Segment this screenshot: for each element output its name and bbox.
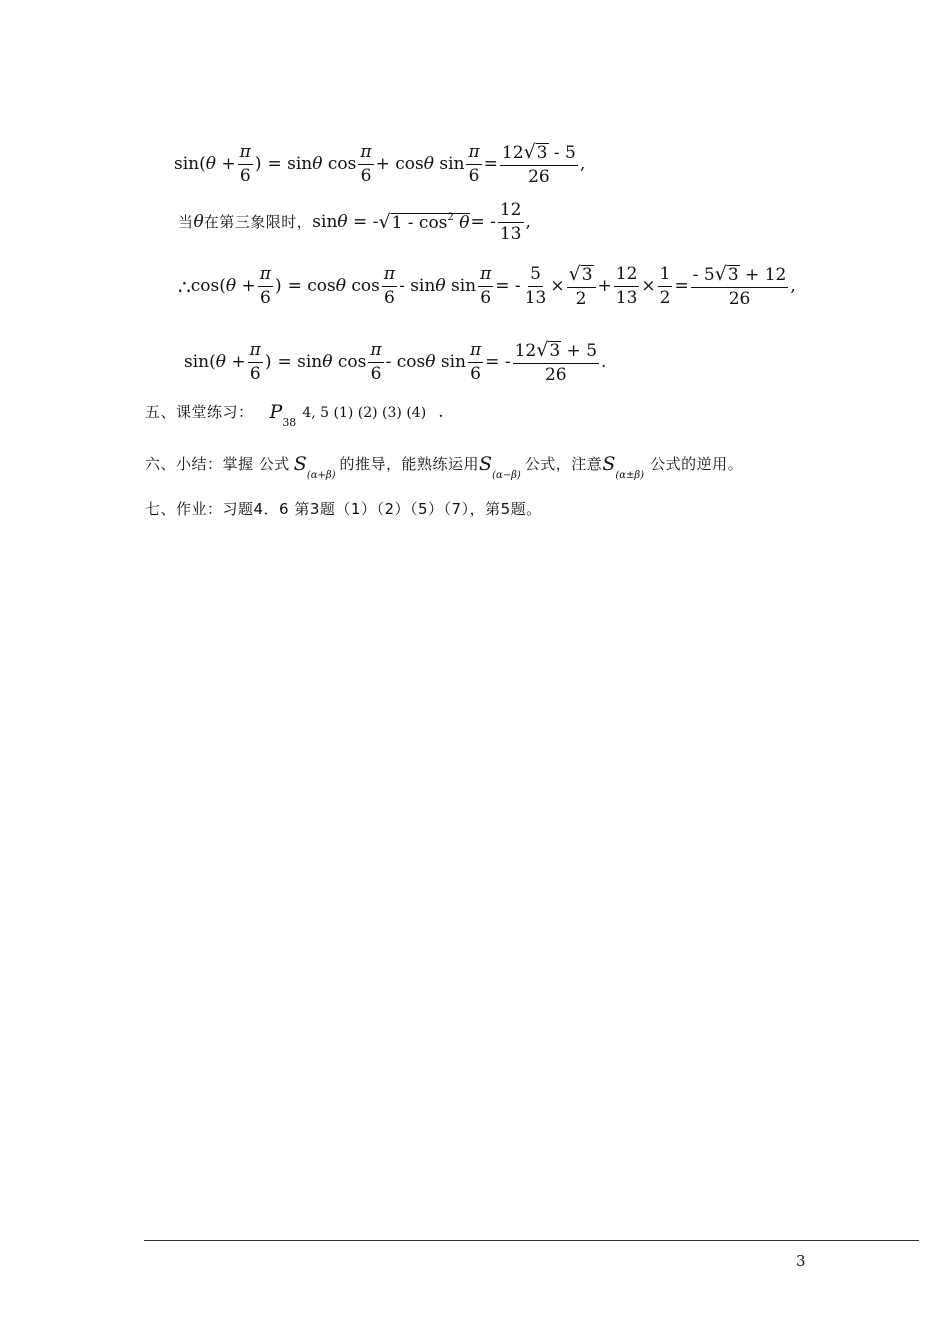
page-number: 3 [796, 1252, 806, 1270]
section5-ref-letter: P [269, 401, 283, 423]
formula-s-plus-sub: (α+β) [306, 470, 336, 481]
equation-cos-theta-plus-pi6: ∴ cos(θ + $\frac{\pi}{6}$ ) = cosθ cos $\frac{\pi}{6}$ - sinθ sin $\frac{\pi}{6}$ = - $\frac{5}{13}$ × √ 3 2 + $\frac{12}{13}$ × $\frac{1}{2}$ = - 5 √ 3 + 12 26 , [178, 263, 796, 309]
equation-sin-theta-third-quadrant: 当 θ 在第三象限时， sinθ = - √ $1 - \cos^2 \theta$ = - $\frac{12}{13}$ , [178, 200, 531, 244]
section5-ref-sub: 38 [282, 416, 297, 429]
footer-divider [144, 1240, 919, 1241]
equation-sin-theta-plus-pi6-result: sin(θ + $\frac{\pi}{6}$ ) = sinθ cos $\frac{\pi}{6}$ - cosθ sin $\frac{\pi}{6}$ = - 12 √ 3 + 5 26 . [184, 339, 607, 385]
section6-end: 公式的逆用。 [650, 455, 744, 473]
formula-s-plusminus-sub: (α±β) [615, 470, 645, 481]
section5-end: . [438, 402, 444, 422]
formula-s-minus-sub: (α−β) [492, 470, 521, 481]
section6-mid2: 公式，注意 [524, 455, 603, 473]
section-classroom-practice [145, 401, 444, 429]
equation-sin-theta-plus-pi6: sin(θ + $\frac{\pi}{6}$ ) = sinθ cos $\frac{\pi}{6}$ + cosθ sin $\frac{\pi}{6}$ = 12 √ 3 - 5 26 , [174, 141, 586, 187]
formula-s-minus-letter: S [479, 453, 493, 475]
section6-label: 六、小结：掌握 公式 [145, 455, 290, 473]
section5-items: 4, 5 (1) (2) (3) (4) [302, 404, 427, 421]
formula-s-plus-letter: S [293, 453, 307, 475]
section-homework [145, 502, 542, 517]
formula-s-plusminus-letter: S [602, 453, 616, 475]
section6-mid1: 的推导，能熟练运用 [339, 455, 480, 473]
section7-text: 七、作业：习题4．6 第3题（1）（2）（5）（7），第5题。 [145, 500, 542, 518]
section5-label: 五、课堂练习： [145, 403, 254, 421]
